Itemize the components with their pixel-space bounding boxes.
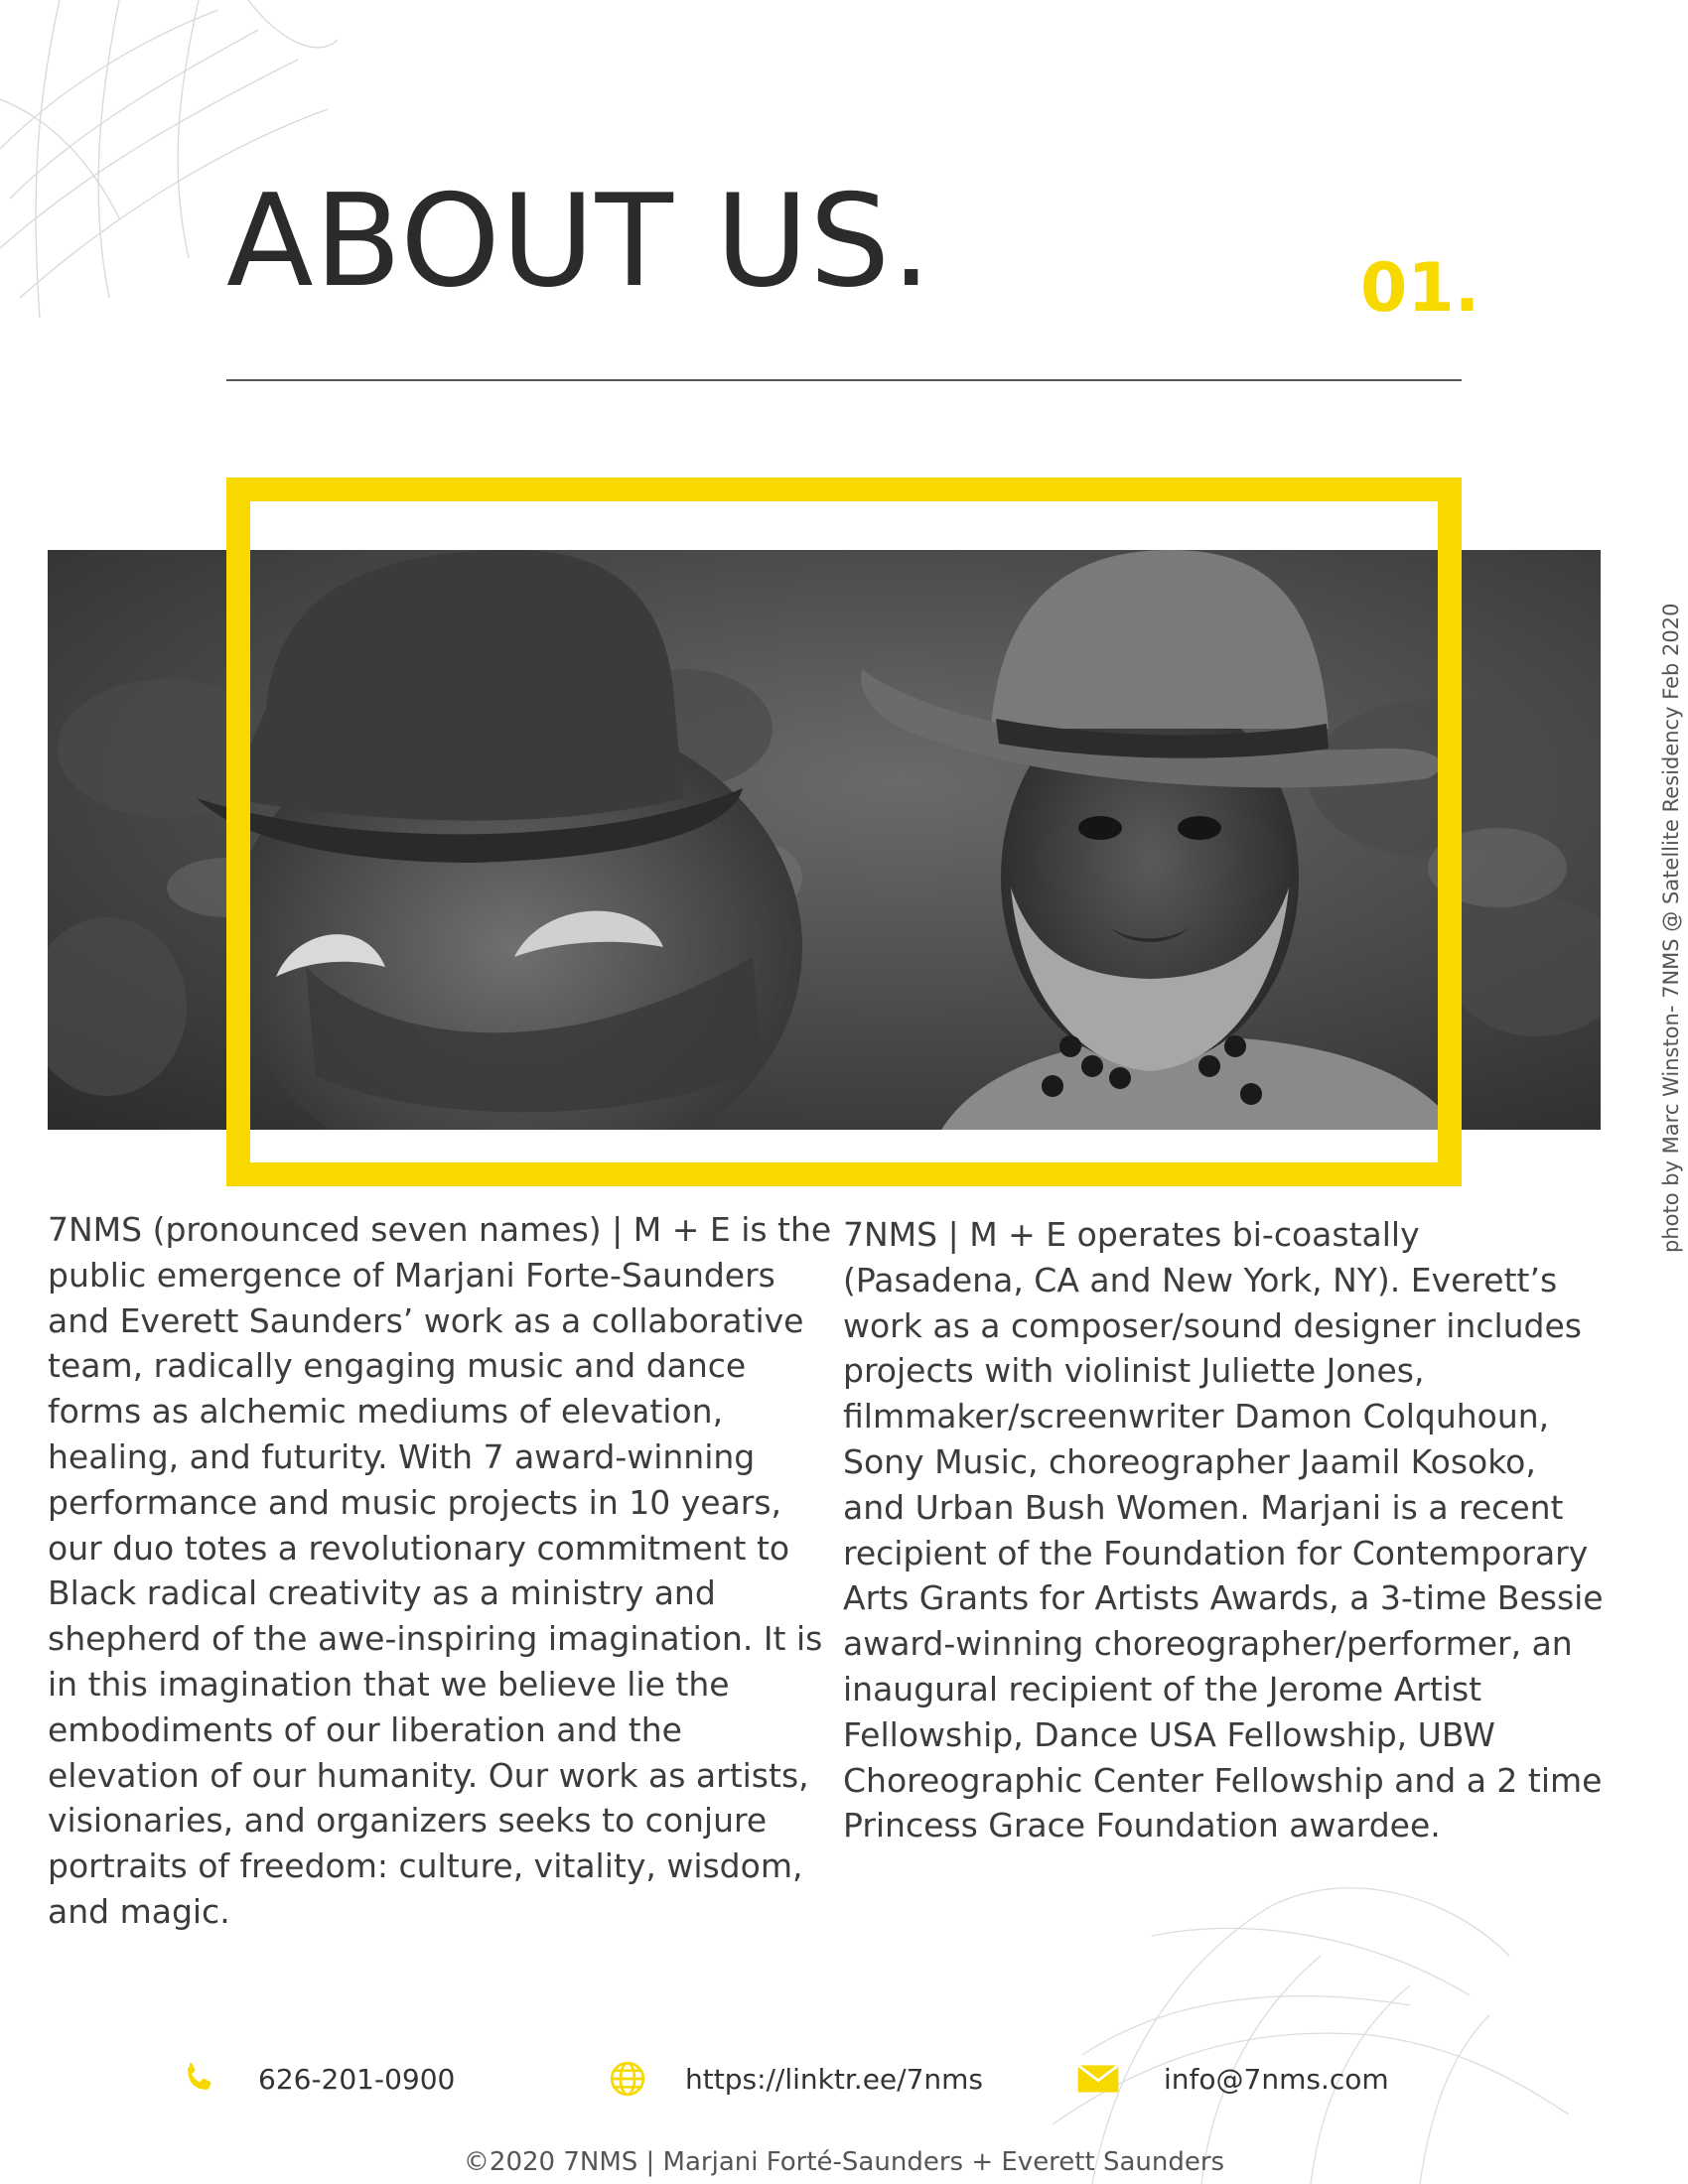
page-number: 01. bbox=[1360, 249, 1480, 328]
accent-frame bbox=[226, 478, 1462, 1186]
contact-email[interactable] bbox=[1076, 2057, 1389, 2101]
about-paragraph-right: 7NMS | M + E operates bi-coastally (Pasadena, CA and New York, NY). Everett’s work as a composer/sound designer includes projects with violinist Juliette Jones, filmmaker/screenwriter Damon Colquhoun, Sony Music, choreographer Jaamil Kosoko, and Urban Bush Women. Marjani is a recent recipient of the Foundation for Contemporary Arts Grants for Artists Awards, a 3-time Bessie award-winning choreographer/performer, an inaugural recipient of the Jerome Artist Fellowship, Dance USA Fellowship, UBW Choreographic Center Fellowship and a 2 time Princess Grace Foundation awardee. bbox=[843, 1215, 1604, 1845]
page-title: ABOUT US. bbox=[226, 168, 933, 316]
decorative-sketch-bottom bbox=[1053, 1876, 1569, 2184]
contact-website[interactable] bbox=[608, 2057, 983, 2101]
phone-icon bbox=[179, 2059, 218, 2099]
about-paragraph-left: 7NMS (pronounced seven names) | M + E is the public emergence of Marjani Forte-Saunders and Everett Saunders’ work as a collaborative team, radically engaging music and dance forms as alchemic mediums of elevation, healing, and futurity. With 7 award-winning performance and music projects in 10 years, our duo totes a revolutionary commitment to Black radical creativity as a ministry and shepherd of the awe-inspiring imagination. It is in this imagination that we believe lie the embodiments of our liberation and the elevation of our humanity. Our work as artists, visionaries, and organizers seeks to conjure portraits of freedom: culture, vitality, wisdom, and magic. bbox=[48, 1210, 832, 1931]
photo-credit: photo by Marc Winston- 7NMS @ Satellite Residency Feb 2020 bbox=[1659, 603, 1683, 1253]
contact-phone[interactable] bbox=[179, 2057, 455, 2101]
title-divider bbox=[226, 379, 1462, 381]
email-link[interactable]: info@7nms.com bbox=[1164, 2062, 1389, 2096]
website-link[interactable]: https://linktr.ee/7nms bbox=[685, 2062, 984, 2096]
phone-number: 626-201-0900 bbox=[258, 2062, 456, 2096]
envelope-icon bbox=[1076, 2059, 1116, 2099]
footer-copyright: ©2020 7NMS | Marjani Forté-Saunders + Everett Saunders bbox=[463, 2147, 1225, 2177]
globe-icon bbox=[608, 2059, 647, 2099]
